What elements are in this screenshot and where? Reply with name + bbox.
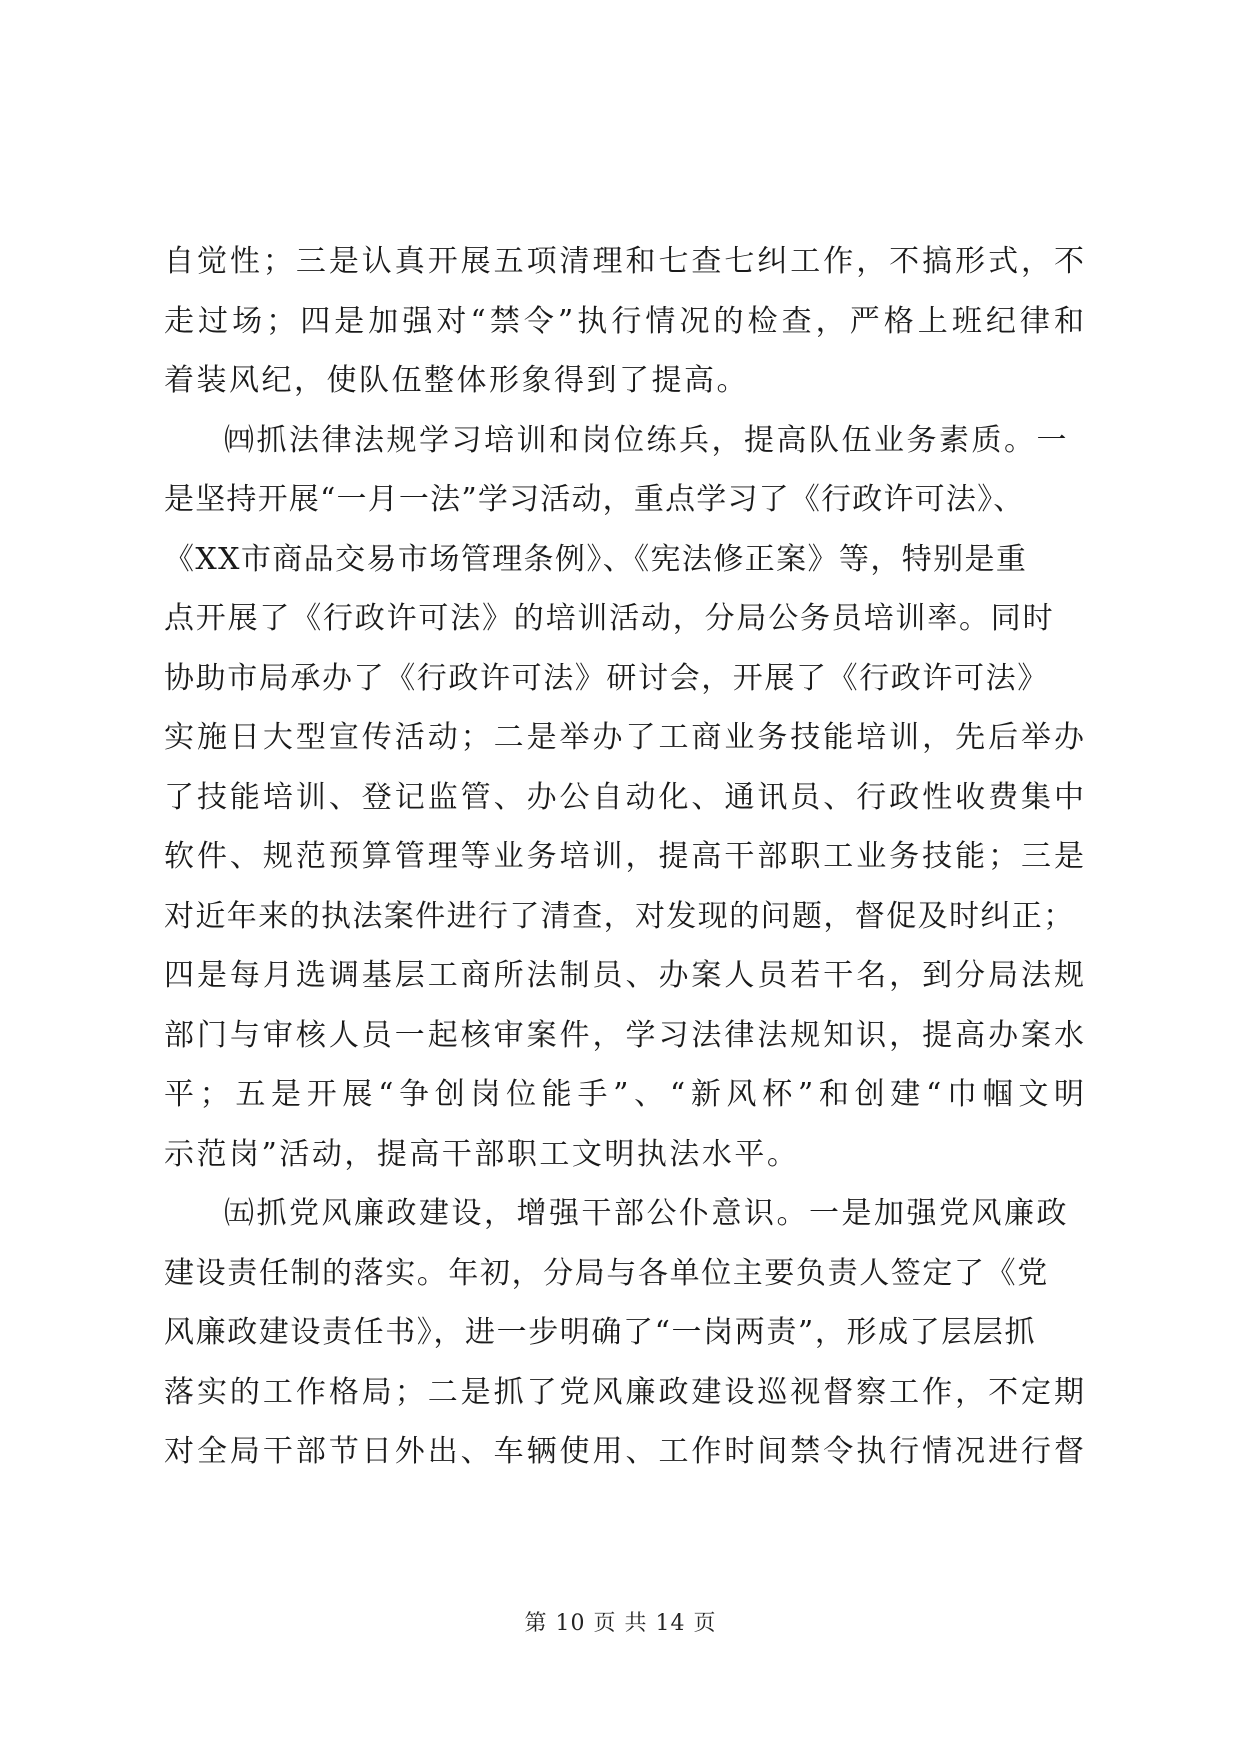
text-line-13: 四是每月选调基层工商所法制员、办案人员若干名，到分局法规	[164, 958, 1084, 993]
text-line-19: 风廉政建设责任书》，进一步明确了“一岗两责”，形成了层层抓	[164, 1315, 1037, 1350]
text-line-7: 点开展了《行政许可法》的培训活动，分局公务员培训率。同时	[164, 601, 1055, 636]
text-line-6: 《XX市商品交易市场管理条例》、《宪法修正案》等，特别是重	[164, 541, 1028, 577]
text-line-11: 软件、规范预算管理等业务培训，提高干部职工业务技能；三是	[164, 839, 1084, 874]
text-line-10: 了技能培训、登记监管、办公自动化、通讯员、行政性收费集中	[164, 779, 1084, 815]
text-line-1: 自觉性；三是认真开展五项清理和七查七纠工作，不搞形式，不	[164, 244, 1084, 279]
text-line-8: 协助市局承办了《行政许可法》研讨会，开展了《行政许可法》	[164, 660, 1049, 696]
page-number-footer: 第 10 页 共 14 页	[524, 1611, 717, 1636]
text-line-2: 走过场；四是加强对“禁令”执行情况的检查，严格上班纪律和	[164, 303, 1084, 339]
text-line-20: 落实的工作格局；二是抓了党风廉政建设巡视督察工作，不定期	[164, 1374, 1084, 1410]
text-line-9: 实施日大型宣传活动；二是举办了工商业务技能培训，先后举办	[164, 720, 1084, 755]
text-line-5: 是坚持开展“一月一法”学习活动，重点学习了《行政许可法》、	[164, 482, 1025, 517]
text-line-12: 对近年来的执法案件进行了清查，对发现的问题，督促及时纠正；	[164, 898, 1075, 934]
text-line-18: 建设责任制的落实。年初，分局与各单位主要负责人签定了《党	[164, 1255, 1049, 1291]
text-line-21: 对全局干部节日外出、车辆使用、工作时间禁令执行情况进行督	[164, 1434, 1084, 1469]
text-line-4: ㈣抓法律法规学习培训和岗位练兵，提高队伍业务素质。一	[224, 422, 1069, 458]
text-line-15: 平；五是开展“争创岗位能手”、“新风杯”和创建“巾帼文明	[164, 1077, 1084, 1112]
text-line-3: 着装风纪，使队伍整体形象得到了提高。	[164, 363, 749, 398]
text-line-14: 部门与审核人员一起核审案件，学习法律法规知识，提高办案水	[164, 1017, 1084, 1053]
body-text	[164, 232, 1084, 1482]
text-line-17: ㈤抓党风廉政建设，增强干部公仆意识。一是加强党风廉政	[224, 1196, 1069, 1231]
text-line-16: 示范岗”活动，提高干部职工文明执法水平。	[164, 1136, 800, 1172]
